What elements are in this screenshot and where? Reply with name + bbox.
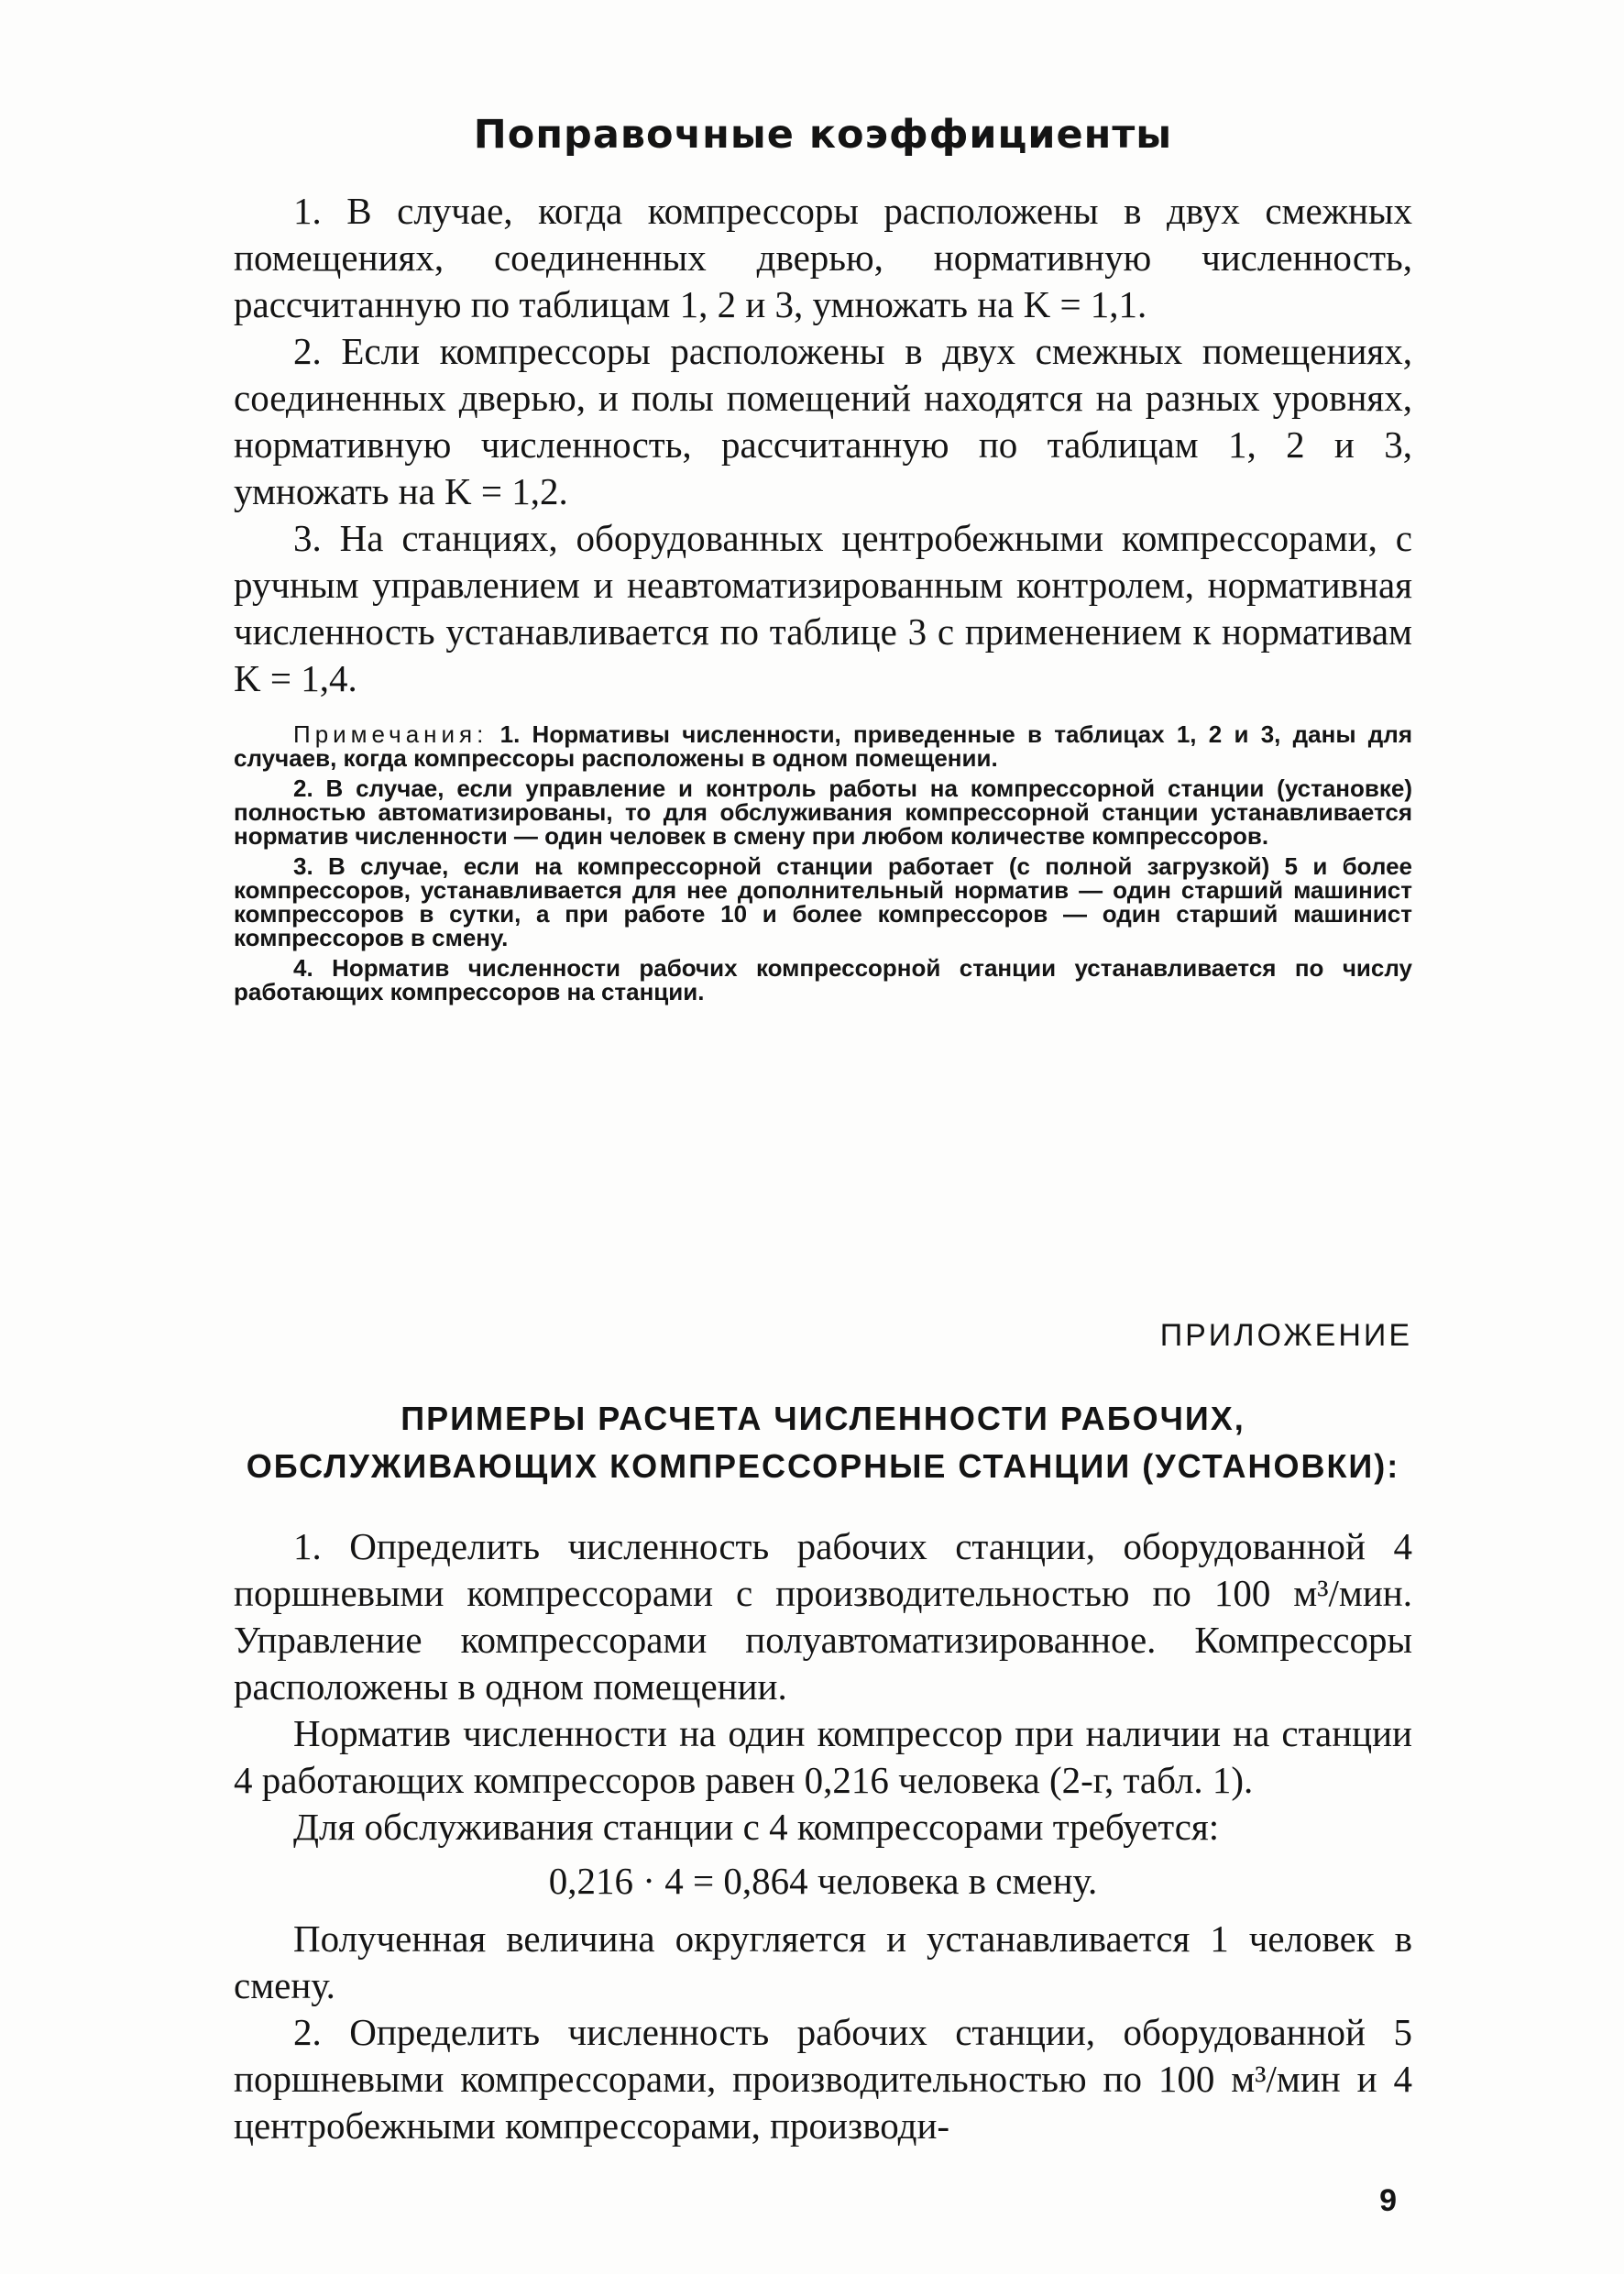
note-item: 3. В случае, если на компрессорной станции работает (с полной загрузкой) 5 и более компрессоров, устанавливается для нее дополнительный норматив — один старший машинист компрессоров в сутки, а при работе 10 и более компрессоров — один старший машинист компрессоров в смену.: [234, 852, 1412, 951]
coefficient-paragraph: 3. На станциях, оборудованных центробежными компрессорами, с ручным управлением и неавтоматизированным контролем, нормативная численность устанавливается по таблице 3 с применением к нормативам K = 1,4.: [234, 517, 1412, 699]
example-paragraph: 1. Определить численность рабочих станции, оборудованной 4 поршневыми компрессорами с производительностью по 100 м³/мин. Управление компрессорами полуавтоматизированное. Компрессоры расположены в одном помещении.: [234, 1525, 1412, 1708]
example-paragraph: Норматив численности на один компрессор при наличии на станции 4 работающих компрессоров равен 0,216 человека (2-г, табл. 1).: [234, 1712, 1412, 1801]
appendix-title-line: ПРИМЕРЫ РАСЧЕТА ЧИСЛЕННОСТИ РАБОЧИХ,: [401, 1400, 1245, 1437]
notes-block: [234, 722, 1412, 1010]
calculation-formula: 0,216 · 4 = 0,864 человека в смену.: [548, 1860, 1098, 1902]
note-item: 4. Норматив численности рабочих компрессорной станции устанавливается по числу работающих компрессоров на станции.: [234, 954, 1412, 1005]
coefficient-paragraph: 2. Если компрессоры расположены в двух смежных помещениях, соединенных дверью, и полы помещений находятся на разных уровнях, нормативную численность, рассчитанную по таблицам 1, 2 и 3, умножать на K = 1,2.: [234, 330, 1412, 512]
coefficient-paragraph: 1. В случае, когда компрессоры расположены в двух смежных помещениях, соединенных дверью, нормативную численность, рассчитанную по таблицам 1, 2 и 3, умножать на K = 1,1.: [234, 190, 1412, 325]
examples-block: [234, 1523, 1412, 2149]
note-first: 1. Нормативы численности, приведенные в таблицах 1, 2 и 3, даны для случаев, когда компрессоры расположены в одном помещении.: [234, 720, 1412, 772]
example-paragraph: Полученная величина округляется и устанавливается 1 человек в смену.: [234, 1917, 1412, 2006]
section-title: Поправочные коэффициенты: [473, 112, 1173, 158]
notes-label: Примечания:: [293, 720, 488, 748]
coefficients-block: [234, 188, 1412, 702]
example-paragraph: 2. Определить численность рабочих станции, оборудованной 5 поршневыми компрессорами, производительностью по 100 м³/мин и 4 центробежными компрессорами, производи-: [234, 2011, 1412, 2147]
appendix-title-line: ОБСЛУЖИВАЮЩИХ КОМПРЕССОРНЫЕ СТАНЦИИ (УСТАНОВКИ):: [246, 1447, 1400, 1485]
page-number: 9: [1379, 2183, 1397, 2218]
note-item: 2. В случае, если управление и контроль работы на компрессорной станции (установке) полностью автоматизированы, то для обслуживания компрессорной станции устанавливается норматив численности — один человек в смену при любом количестве компрессоров.: [234, 774, 1412, 850]
appendix-title: [234, 1395, 1412, 1490]
appendix-label: ПРИЛОЖЕНИЕ: [1159, 1318, 1412, 1353]
example-paragraph: Для обслуживания станции с 4 компрессорами требуется:: [293, 1806, 1220, 1848]
note-item: [234, 722, 1412, 770]
